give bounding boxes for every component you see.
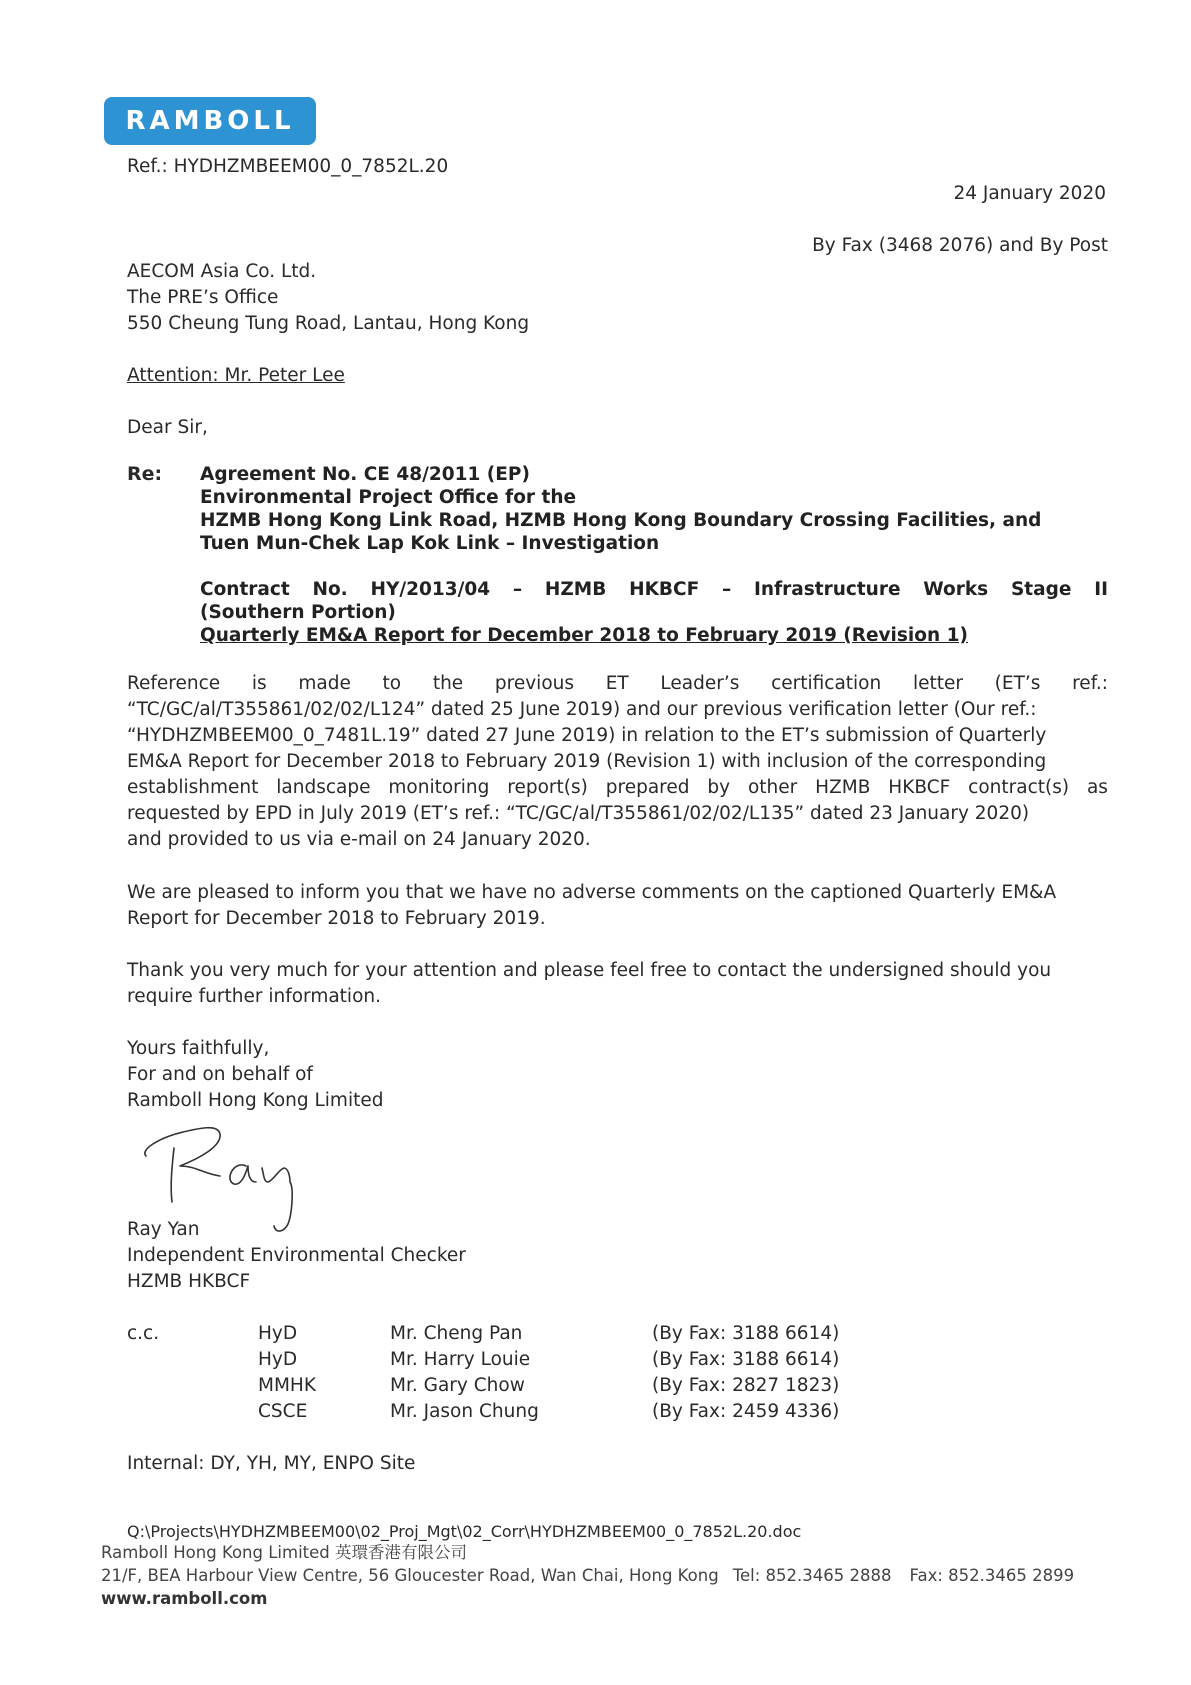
- subject-line: HZMB Hong Kong Link Road, HZMB Hong Kong Boundary Crossing Facilities, and: [200, 510, 1042, 531]
- contract-line-2: (Southern Portion): [200, 602, 396, 623]
- internal-distribution: Internal: DY, YH, MY, ENPO Site: [127, 1453, 416, 1474]
- footer-fax: Fax: 852.3465 2899: [909, 1566, 1075, 1585]
- cc-name: Mr. Harry Louie: [390, 1349, 531, 1370]
- signatory-line: HZMB HKBCF: [127, 1271, 251, 1292]
- file-path: Q:\Projects\HYDHZMBEEM00\02_Proj_Mgt\02_Corr\HYDHZMBEEM00_0_7852L.20.doc: [127, 1522, 802, 1541]
- address-line: The PRE’s Office: [127, 287, 279, 308]
- cc-org: HyD: [258, 1323, 298, 1344]
- subject-line: Tuen Mun-Chek Lap Kok Link – Investigation: [200, 533, 660, 554]
- signatory-line: Ray Yan: [127, 1219, 200, 1240]
- paragraph-line: and provided to us via e-mail on 24 January 2020.: [127, 829, 591, 850]
- cc-fax: (By Fax: 3188 6614): [652, 1323, 840, 1344]
- salutation: Dear Sir,: [127, 417, 208, 438]
- closing-line: For and on behalf of: [127, 1064, 313, 1085]
- attention-line: Attention: Mr. Peter Lee: [127, 365, 345, 386]
- body-paragraph-3: [127, 958, 1108, 1010]
- cc-org: HyD: [258, 1349, 298, 1370]
- address-line: AECOM Asia Co. Ltd.: [127, 261, 317, 282]
- cc-name: Mr. Jason Chung: [390, 1401, 539, 1422]
- footer-company: Ramboll Hong Kong Limited 英環香港有限公司: [101, 1543, 467, 1562]
- paragraph-line: requested by EPD in July 2019 (ET’s ref.: “TC/GC/al/T355861/02/02/L135” dated 23 January 2020): [127, 803, 1030, 824]
- footer-address: 21/F, BEA Harbour View Centre, 56 Gloucester Road, Wan Chai, Hong Kong: [101, 1566, 719, 1585]
- closing-line: Yours faithfully,: [127, 1038, 270, 1059]
- cc-name: Mr. Gary Chow: [390, 1375, 525, 1396]
- paragraph-line: EM&A Report for December 2018 to February 2019 (Revision 1) with inclusion of the corresponding: [127, 751, 1047, 772]
- report-title: Quarterly EM&A Report for December 2018 to February 2019 (Revision 1): [200, 625, 968, 646]
- body-paragraph-2: [127, 880, 1108, 932]
- logo-text: RAMBOLL: [125, 106, 295, 136]
- recipient-address: [127, 259, 529, 337]
- signatory-line: Independent Environmental Checker: [127, 1245, 466, 1266]
- ramboll-logo: [104, 97, 316, 145]
- reference-number: Ref.: HYDHZMBEEM00_0_7852L.20: [127, 156, 449, 177]
- cc-fax-column: [652, 1321, 839, 1425]
- subject-line: Agreement No. CE 48/2011 (EP): [200, 464, 530, 485]
- paragraph-line: “HYDHZMBEEM00_0_7481L.19” dated 27 June 2019) in relation to the ET’s submission of Quarterly: [127, 725, 1047, 746]
- paragraph-line: require further information.: [127, 986, 381, 1007]
- delivery-method: By Fax (3468 2076) and By Post: [812, 235, 1108, 256]
- paragraph-line: Report for December 2018 to February 2019.: [127, 908, 546, 929]
- paragraph-line: “TC/GC/al/T355861/02/02/L124” dated 25 June 2019) and our previous verification letter (Our ref.:: [127, 699, 1037, 720]
- subject-line: Environmental Project Office for the: [200, 487, 577, 508]
- footer-tel: Tel: 852.3465 2888: [732, 1566, 892, 1585]
- subject-block: [200, 463, 1108, 647]
- footer-contact: [101, 1565, 1074, 1587]
- signatory-block: [127, 1217, 466, 1295]
- cc-org: MMHK: [258, 1375, 316, 1396]
- paragraph-line: Thank you very much for your attention and please feel free to contact the undersigned should you: [127, 960, 1052, 981]
- body-paragraph-1: [127, 671, 1108, 853]
- cc-label: c.c.: [127, 1323, 160, 1344]
- cc-name-column: [390, 1321, 539, 1425]
- cc-fax: (By Fax: 2459 4336): [652, 1401, 840, 1422]
- re-label: Re:: [127, 463, 163, 485]
- cc-fax: (By Fax: 3188 6614): [652, 1349, 840, 1370]
- paragraph-line: establishment landscape monitoring report(s) prepared by other HZMB HKBCF contract(s) as: [127, 777, 1108, 798]
- closing-block: [127, 1036, 383, 1114]
- paragraph-line: We are pleased to inform you that we have no adverse comments on the captioned Quarterly EM&A: [127, 882, 1057, 903]
- cc-org-column: [258, 1321, 316, 1425]
- letter-date: 24 January 2020: [953, 183, 1106, 204]
- footer-website[interactable]: www.ramboll.com: [101, 1589, 268, 1608]
- closing-line: Ramboll Hong Kong Limited: [127, 1090, 384, 1111]
- cc-name: Mr. Cheng Pan: [390, 1323, 523, 1344]
- paragraph-line: Reference is made to the previous ET Leader’s certification letter (ET’s ref.:: [127, 673, 1108, 694]
- cc-org: CSCE: [258, 1401, 308, 1422]
- contract-line: Contract No. HY/2013/04 – HZMB HKBCF – Infrastructure Works Stage II: [200, 579, 1108, 600]
- address-line: 550 Cheung Tung Road, Lantau, Hong Kong: [127, 313, 530, 334]
- cc-fax: (By Fax: 2827 1823): [652, 1375, 840, 1396]
